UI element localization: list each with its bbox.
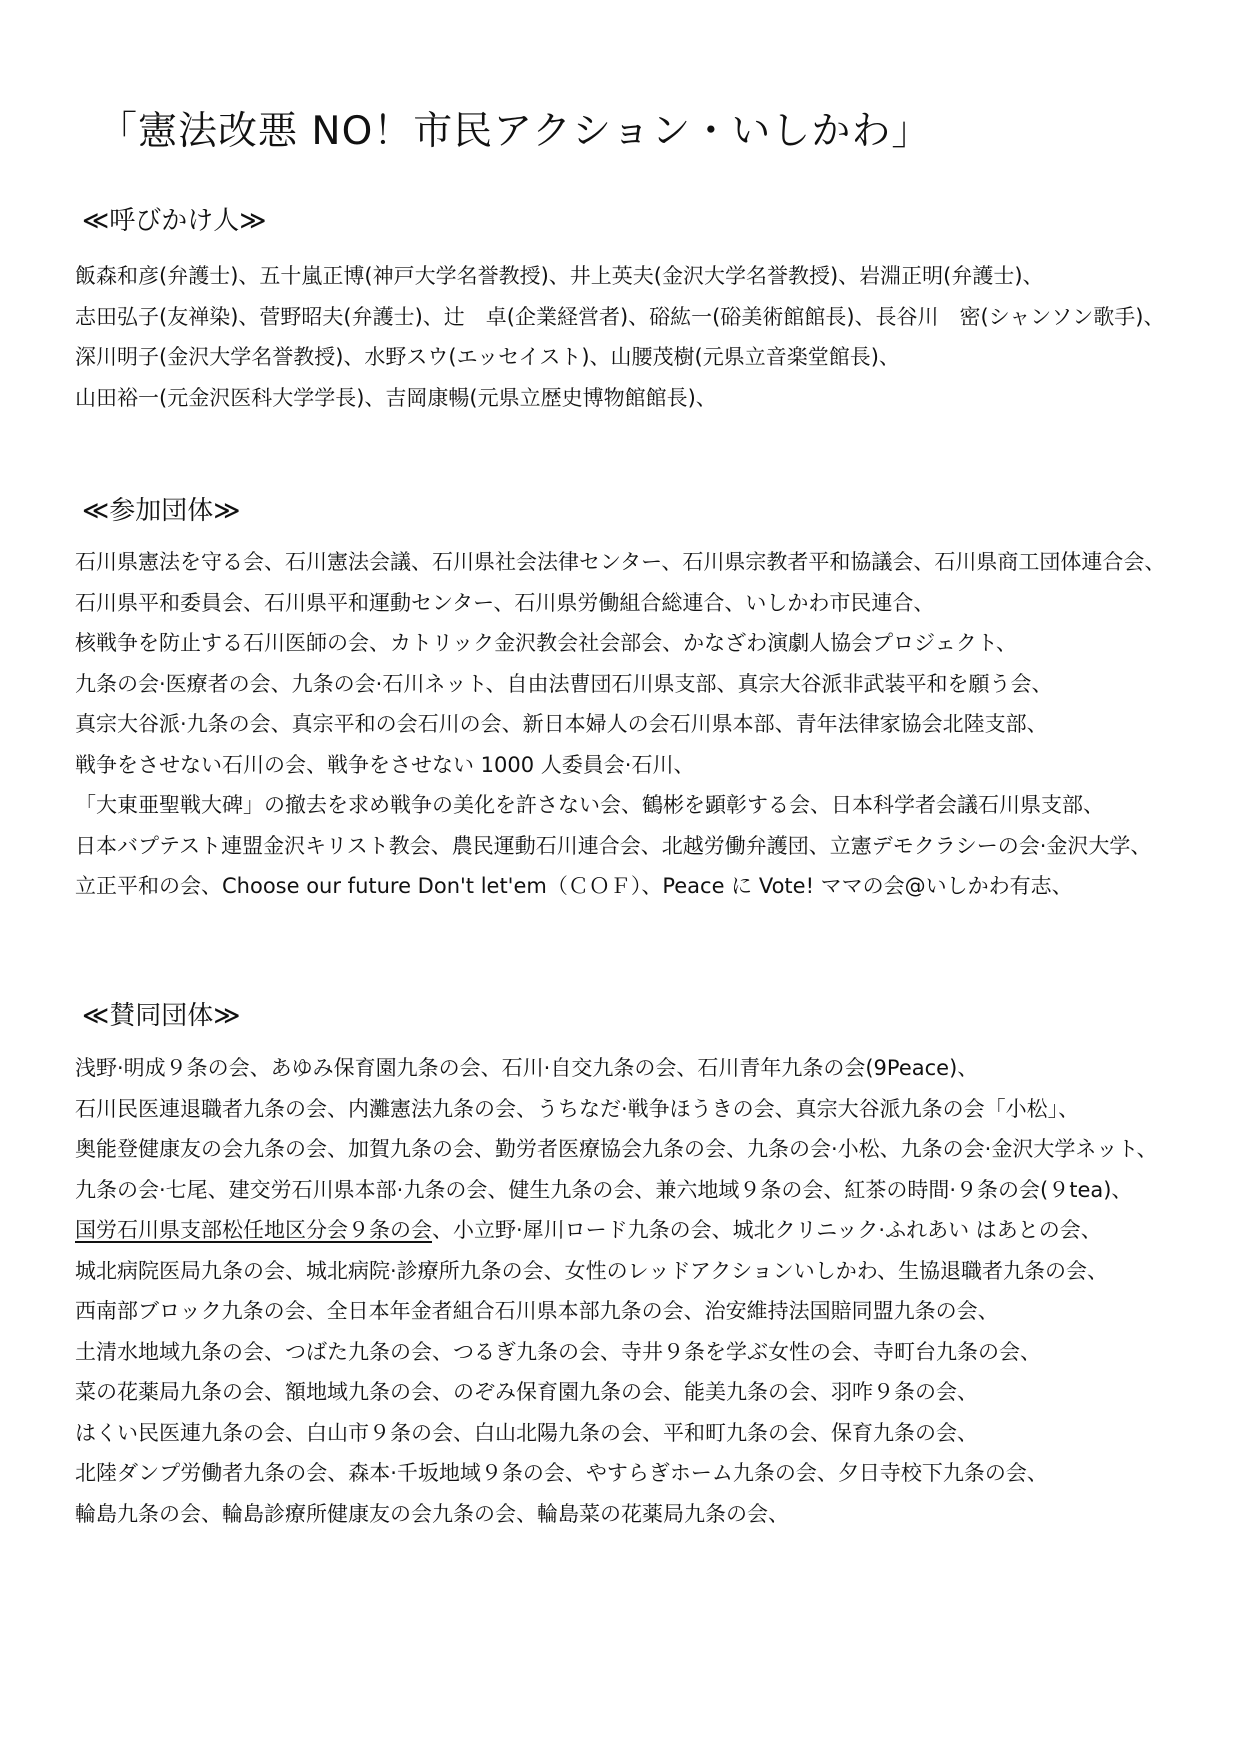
- document-title: 「憲法改悪 NO！市民アクション・いしかわ」: [98, 109, 932, 154]
- callers-line: 飯森和彦(弁護士)、五十嵐正博(神戸大学名誉教授)、井上英夫(金沢大学名誉教授)、岩淵正明(弁護士)、: [75, 264, 1044, 288]
- callers-heading: ≪呼びかけ人≫: [82, 206, 267, 236]
- supporters-line: 輪島九条の会、輪島診療所健康友の会九条の会、輪島菜の花薬局九条の会、: [75, 1501, 789, 1526]
- callers-line: 山田裕一(元金沢医科大学学長)、吉岡康暢(元県立歴史博物館館長)、: [75, 385, 717, 410]
- participants-line: 戦争をさせない石川の会、戦争をさせない 1000 人委員会·石川、: [75, 752, 695, 777]
- callers-line: 志田弘子(友禅染)、菅野昭夫(弁護士)、辻 卓(企業経営者)、硲紘一(硲美術館館長)、長谷川 密(シャンソン歌手)、: [75, 304, 1165, 329]
- participants-line: 石川県憲法を守る会、石川憲法会議、石川県社会法律センター、石川県宗教者平和協議会、石川県商工団体連合会、: [75, 550, 1166, 574]
- supporters-line: 菜の花薬局九条の会、額地域九条の会、のぞみ保育園九条の会、能美九条の会、羽咋９条の会、: [75, 1380, 978, 1404]
- participants-line: 立正平和の会、Choose our future Don't let'em（ＣＯＦ）、Peace に Vote! ママの会@いしかわ有志、: [75, 874, 1073, 898]
- participants-line: 真宗大谷派·九条の会、真宗平和の会石川の会、新日本婦人の会石川県本部、青年法律家協会北陸支部、: [75, 712, 1048, 736]
- supporters-line: 奥能登健康友の会九条の会、加賀九条の会、勤労者医療協会九条の会、九条の会·小松、九条の会·金沢大学ネット、: [75, 1137, 1158, 1161]
- supporters-line: はくい民医連九条の会、白山市９条の会、白山北陽九条の会、平和町九条の会、保育九条の会、: [75, 1420, 978, 1445]
- supporters-line: [75, 1210, 1225, 1251]
- participants-line: 核戦争を防止する石川医師の会、カトリック金沢教会社会部会、かなざわ演劇人協会プロジェクト、: [75, 631, 1017, 655]
- supporters-line-rest: 、小立野·犀川ロード九条の会、城北クリニック·ふれあい はあとの会、: [432, 1218, 1102, 1242]
- supporters-heading: ≪賛同団体≫: [82, 1001, 241, 1031]
- participants-line: 「大東亜聖戦大碑」の撤去を求め戦争の美化を許さない会、鶴彬を顕彰する会、日本科学者会議石川県支部、: [75, 793, 1104, 817]
- participants-line: 九条の会·医療者の会、九条の会·石川ネット、自由法曹団石川県支部、真宗大谷派非武装平和を願う会、: [75, 671, 1053, 696]
- supporters-line: 西南部ブロック九条の会、全日本年金者組合石川県本部九条の会、治安維持法国賠同盟九条の会、: [75, 1299, 999, 1323]
- participants-line: 日本バプテスト連盟金沢キリスト教会、農民運動石川連合会、北越労働弁護団、立憲デモクラシーの会·金沢大学、: [75, 833, 1152, 858]
- supporters-line: 城北病院医局九条の会、城北病院·診療所九条の会、女性のレッドアクションいしかわ、生協退職者九条の会、: [75, 1258, 1108, 1283]
- supporters-list: [75, 1048, 1225, 1534]
- supporters-line: 土清水地域九条の会、つばた九条の会、つるぎ九条の会、寺井９条を学ぶ女性の会、寺町台九条の会、: [75, 1339, 1041, 1364]
- participants-heading: ≪参加団体≫: [82, 496, 241, 526]
- supporters-line: 浅野·明成９条の会、あゆみ保育園九条の会、石川·自交九条の会、石川青年九条の会(9Peace)、: [75, 1056, 979, 1080]
- participants-list: [75, 542, 1225, 907]
- participants-line: 石川県平和委員会、石川県平和運動センター、石川県労働組合総連合、いしかわ市民連合、: [75, 590, 935, 615]
- callers-list: [75, 256, 1225, 418]
- supporters-line: 北陸ダンプ労働者九条の会、森本·千坂地域９条の会、やすらぎホーム九条の会、夕日寺校下九条の会、: [75, 1461, 1048, 1485]
- supporters-line: 九条の会·七尾、建交労石川県本部·九条の会、健生九条の会、兼六地域９条の会、紅茶の時間·９条の会(９tea)、: [75, 1177, 1133, 1202]
- underlined-group-name: 国労石川県支部松任地区分会９条の会: [75, 1218, 432, 1242]
- callers-line: 深川明子(金沢大学名誉教授)、水野スウ(エッセイスト)、山腰茂樹(元県立音楽堂館長)、: [75, 345, 900, 369]
- supporters-line: 石川民医連退職者九条の会、内灘憲法九条の会、うちなだ·戦争ほうきの会、真宗大谷派九条の会「小松」、: [75, 1096, 1080, 1121]
